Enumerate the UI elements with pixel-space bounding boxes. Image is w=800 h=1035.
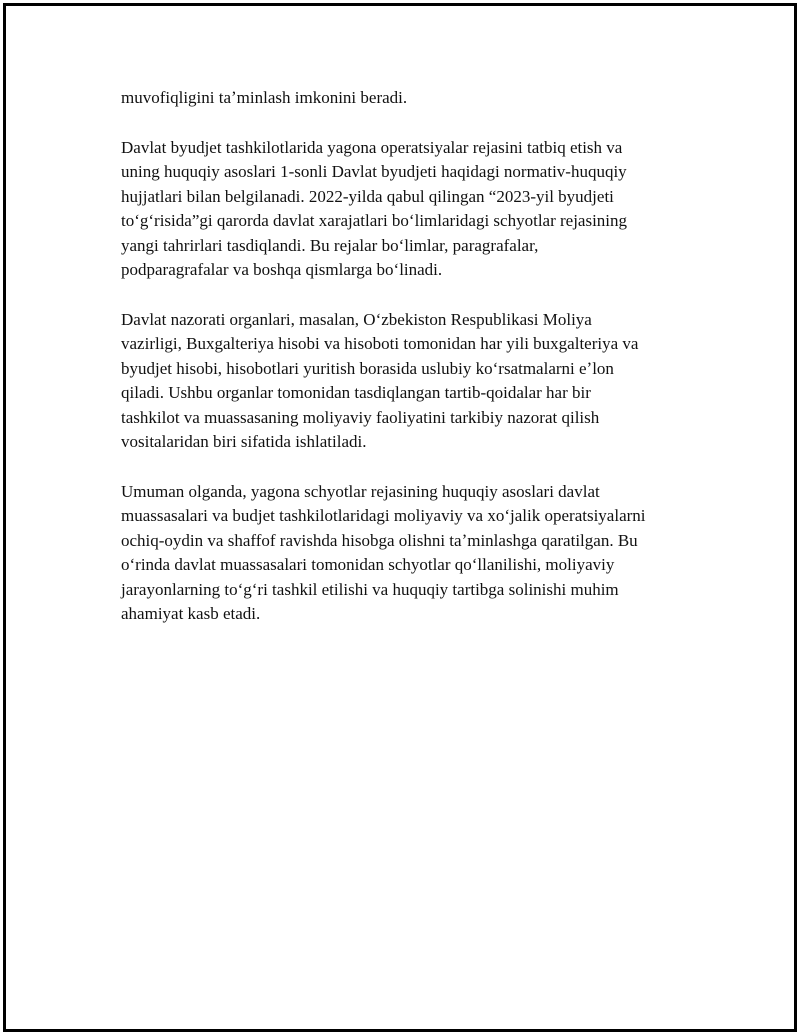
text-line: muassasalari va budjet tashkilotlaridagi moliyaviy va xoʻjalik operatsiyalarni — [121, 506, 646, 525]
text-line: hujjatlari bilan belgilanadi. 2022-yilda qabul qilingan “2023-yil byudjeti — [121, 186, 614, 206]
text-line: Davlat nazorati organlari, masalan, Oʻzbekiston Respublikasi Moliya — [121, 309, 592, 329]
text-line: tashkilot va muassasaning moliyaviy faoliyatini tarkibiy nazorat qilish — [121, 407, 600, 427]
document-body — [121, 86, 701, 652]
paragraph-1 — [121, 86, 701, 111]
text-line: jarayonlarning toʻgʻri tashkil etilishi va huquqiy tartibga solinishi muhim — [121, 579, 619, 599]
document-page — [3, 3, 797, 1032]
text-line: Davlat byudjet tashkilotlarida yagona operatsiyalar rejasini tatbiq etish va — [121, 137, 623, 157]
text-line: ahamiyat kasb etadi. — [121, 604, 261, 623]
text-line: vositalaridan biri sifatida ishlatiladi. — [121, 432, 367, 451]
text-line: Umuman olganda, yagona schyotlar rejasining huquqiy asoslari davlat — [121, 481, 600, 501]
text-line: byudjet hisobi, hisobotlari yuritish borasida uslubiy koʻrsatmalarni eʼlon — [121, 358, 614, 378]
text-line: podparagrafalar va boshqa qismlarga boʻlinadi. — [121, 260, 443, 279]
text-line: muvofiqligini taʼminlash imkonini beradi. — [121, 88, 408, 107]
text-line: vazirligi, Buxgalteriya hisobi va hisoboti tomonidan har yili buxgalteriya va — [121, 334, 639, 353]
text-line: yangi tahrirlari tasdiqlandi. Bu rejalar boʻlimlar, paragrafalar, — [121, 235, 539, 255]
paragraph-2 — [121, 136, 701, 283]
paragraph-3 — [121, 308, 701, 455]
text-line: toʻgʻrisida”gi qarorda davlat xarajatlari boʻlimlaridagi schyotlar rejasining — [121, 211, 628, 230]
text-line: uning huquqiy asoslari 1-sonli Davlat byudjeti haqidagi normativ-huquqiy — [121, 162, 627, 181]
paragraph-4 — [121, 480, 701, 627]
text-line: ochiq-oydin va shaffof ravishda hisobga olishni taʼminlashga qaratilgan. Bu — [121, 530, 638, 550]
text-line: oʻrinda davlat muassasalari tomonidan schyotlar qoʻllanilishi, moliyaviy — [121, 555, 615, 574]
text-line: qiladi. Ushbu organlar tomonidan tasdiqlangan tartib-qoidalar har bir — [121, 383, 591, 402]
